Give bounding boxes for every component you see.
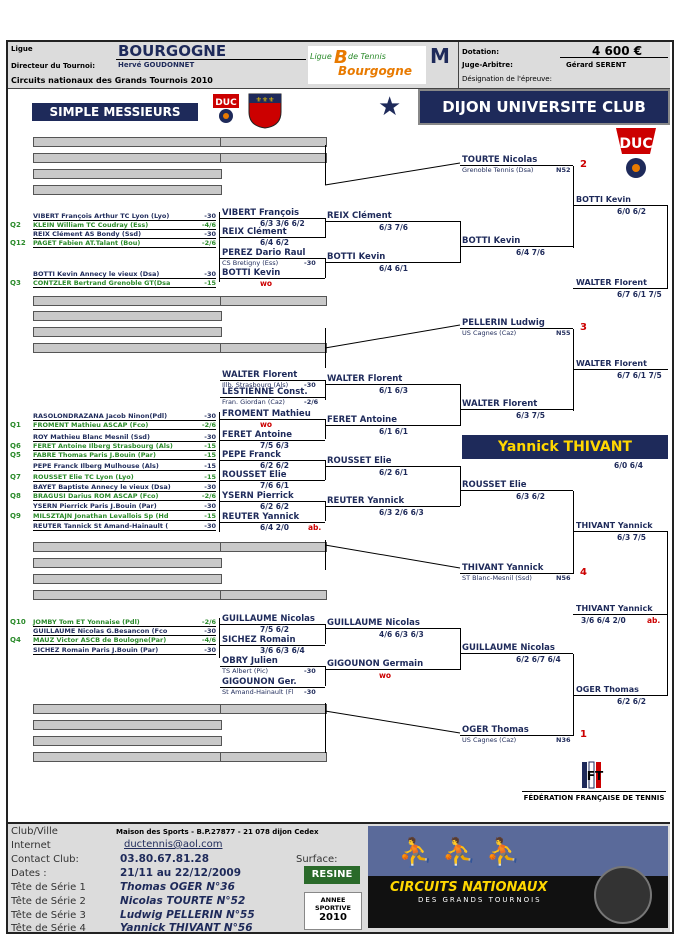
entry-row: [33, 627, 216, 636]
r2-player: VIBERT François: [222, 208, 300, 218]
logo-line2: DES GRANDS TOURNOIS: [418, 896, 542, 904]
r4-player: WALTER Florent: [462, 399, 538, 409]
semi-score: 3/6 6/4 2/0: [581, 616, 626, 625]
bracket-line: [325, 669, 460, 670]
svg-text:DUC: DUC: [215, 98, 237, 108]
r4-player: GUILLAUME Nicolas: [462, 643, 555, 653]
svg-text:DUC: DUC: [619, 136, 653, 152]
winner-banner: Yannick THIVANT: [462, 435, 668, 459]
r2-player: LESTIENNE Const.: [222, 387, 308, 397]
event-banner: SIMPLE MESSIEURS: [32, 103, 198, 121]
final-score: 6/0 6/4: [614, 461, 643, 470]
semi-note: ab.: [647, 616, 661, 625]
entry-row: [33, 492, 216, 501]
r3-player: REUTER Yannick: [327, 496, 405, 506]
entry-name: GUILLAUME Nicolas G.Besancon (Fco: [33, 627, 168, 635]
bracket-line: [325, 460, 326, 480]
bracket-line: [325, 258, 326, 278]
qualifier-tag: Q3: [10, 279, 21, 287]
seed-number: 2: [580, 159, 587, 170]
entry-name: PEPE Franck Ilberg Mulhouse (Als): [33, 462, 159, 470]
r2-club: TS Albert (Pic): [222, 667, 269, 675]
contact-value: 03.80.67.81.28: [120, 853, 210, 865]
bracket-line: [460, 409, 573, 410]
entry-row: [33, 221, 216, 230]
bracket-line: [325, 506, 460, 507]
entry-rank: -15: [204, 451, 216, 459]
r2-club: Fran. Giordan (Caz): [222, 398, 285, 406]
dotation-value: 4 600 €: [592, 44, 643, 58]
seed2-label: Tête de Série 2: [11, 896, 86, 907]
entry-rank: -15: [204, 442, 216, 450]
entry-row: [33, 512, 216, 521]
entry-row: [33, 483, 216, 492]
bracket-line: [667, 531, 668, 695]
r2-player: PEPE Franck: [222, 450, 281, 460]
bracket-line: [573, 288, 668, 289]
entry-rank: -15: [204, 512, 216, 520]
r2-player: FROMENT Mathieu: [222, 409, 311, 419]
footer-info: [8, 822, 670, 932]
entry-name: RASOLONDRAZANA Jacob Ninon(Pdl): [33, 412, 168, 420]
r5-player: WALTER Florent: [576, 278, 647, 287]
entry-rank: -30: [204, 502, 216, 510]
entry-row: [33, 462, 216, 471]
seed-number: 1: [580, 729, 587, 740]
bracket-line: [460, 653, 573, 654]
entry-rank: -30: [204, 230, 216, 238]
bracket-line: [460, 466, 461, 506]
r5-player: OGER Thomas: [576, 685, 639, 694]
bracket-line: [573, 695, 668, 696]
entry-rank: -2/6: [201, 421, 216, 429]
bracket-line: [325, 628, 460, 629]
bracket-line: [460, 384, 461, 426]
r4-rank: N52: [556, 166, 571, 174]
tennis-players-icon: ⛹ ⛹ ⛹: [398, 836, 521, 869]
semi-score: 6/7 6/1 7/5: [617, 371, 662, 380]
seed3-label: Tête de Série 3: [11, 910, 86, 921]
entry-rank: -30: [204, 522, 216, 530]
r3-score: 4/6 6/3 6/3: [379, 630, 424, 639]
entry-rank: -30: [204, 412, 216, 420]
r2-score: wo: [260, 279, 273, 288]
surface-label: Surface:: [296, 854, 338, 865]
bracket-line: [460, 490, 573, 491]
r2-player: OBRY Julien: [222, 656, 278, 666]
qualifier-tag: Q6: [10, 442, 21, 450]
seed4-value: Yannick THIVANT N°56: [120, 922, 253, 934]
entry-rank: -30: [204, 270, 216, 278]
entry-rank: -15: [204, 279, 216, 287]
svg-text:⚜⚜⚜: ⚜⚜⚜: [255, 96, 275, 104]
internet-link[interactable]: ductennis@aol.com: [124, 839, 223, 850]
bracket-line: [573, 614, 668, 615]
r2-score: 6/4 2/0: [260, 523, 289, 532]
r5-score: 6/7 6/1 7/5: [617, 290, 662, 299]
entry-row: [33, 412, 216, 421]
directeur-label: Directeur du Tournoi:: [11, 62, 96, 70]
bracket-line: [460, 221, 461, 263]
annee-box: [304, 892, 362, 930]
r3-player: GUILLAUME Nicolas: [327, 618, 420, 628]
bracket-line: [325, 221, 460, 222]
r3-score: wo: [379, 671, 392, 680]
entry-row: [33, 230, 216, 239]
r2-score: 6/4 6/2: [260, 238, 289, 247]
r2-rank: -30: [304, 381, 316, 389]
entry-row: [33, 618, 216, 627]
entry-row: [33, 433, 216, 442]
bracket-line: [325, 262, 460, 263]
club-banner: DIJON UNIVERSITE CLUB: [418, 89, 670, 125]
club-label: Club/Ville: [11, 826, 58, 837]
r2-score: 7/6 6/1: [260, 481, 289, 490]
juge-value: Gérard SERENT: [566, 61, 627, 69]
bracket-line: [219, 412, 220, 532]
qualifier-tag: Q1: [10, 421, 21, 429]
entry-name: CONTZLER Bertrand Grenoble GT(Dsa: [33, 279, 171, 287]
r3-score: 6/1 6/1: [379, 427, 408, 436]
contact-label: Contact Club:: [11, 854, 79, 865]
r2-player: REUTER Yannick: [222, 512, 300, 522]
r2-rank: -30: [304, 259, 316, 267]
r4-score: 6/3 6/2: [516, 492, 545, 501]
fft-logo: [580, 760, 610, 790]
r4-rank: N56: [556, 574, 571, 582]
star-icon: ★: [378, 92, 402, 122]
r5-score: 6/3 7/5: [617, 533, 646, 542]
entry-row: [33, 473, 216, 482]
entry-name: VIBERT François Arthur TC Lyon (Lyo): [33, 212, 170, 220]
fft-caption: FÉDÉRATION FRANÇAISE DE TENNIS: [522, 791, 666, 802]
bracket-line: [573, 491, 574, 574]
r4-player: OGER Thomas: [462, 725, 529, 735]
semi-player: THIVANT Yannick: [576, 604, 653, 613]
r3-player: GIGOUNON Germain: [327, 659, 424, 669]
entry-name: BAYET Baptiste Annecy le vieux (Dsa): [33, 483, 171, 491]
r3-score: 6/3 7/6: [379, 223, 408, 232]
qualifier-tag: Q5: [10, 451, 21, 459]
seed4-label: Tête de Série 4: [11, 923, 86, 934]
bracket-line: [573, 531, 668, 532]
r2-player: GUILLAUME Nicolas: [222, 614, 315, 624]
r4-player: PELLERIN Ludwig: [462, 318, 545, 328]
entry-name: FERET Antoine Ilberg Strasbourg (Als): [33, 442, 173, 450]
bracket-line: [219, 212, 220, 282]
seed-number: 3: [580, 322, 587, 333]
entry-name: FABRE Thomas Paris J.Bouin (Par): [33, 451, 156, 459]
bracket-line: [460, 628, 461, 670]
bracket-line: [325, 466, 460, 467]
entry-rank: -30: [204, 212, 216, 220]
r3-player: WALTER Florent: [327, 374, 403, 384]
r4-player: THIVANT Yannick: [462, 563, 544, 573]
juge-label: Juge-Arbitre:: [462, 61, 513, 69]
r4-player: TOURTE Nicolas: [462, 155, 538, 165]
r4-score: 6/4 7/6: [516, 248, 545, 257]
bracket-line: [573, 369, 668, 370]
r2-score: 3/6 6/3 6/4: [260, 646, 305, 655]
r2-rank: -30: [304, 667, 316, 675]
entry-row: [33, 636, 216, 645]
circuits-logo: [368, 826, 668, 928]
qualifier-tag: Q9: [10, 512, 21, 520]
dates-label: Dates :: [11, 868, 47, 879]
seed1-value: Thomas OGER N°36: [120, 881, 235, 893]
bracket-line: [573, 329, 574, 411]
entry-name: JOMBY Tom ET Yonnaise (Pdl): [33, 618, 140, 626]
qualifier-tag: Q7: [10, 473, 21, 481]
r2-player: PEREZ Dario Raul: [222, 248, 306, 258]
r5-player: THIVANT Yannick: [576, 521, 653, 530]
entry-rank: -15: [204, 462, 216, 470]
entry-name: MILSZTAJN Jonathan Levallois Sp (Hd: [33, 512, 169, 520]
ligue-value: BOURGOGNE: [118, 42, 227, 60]
r2-player: YSERN Pierrick: [222, 491, 294, 501]
r2-score: 7/5 6/3: [260, 441, 289, 450]
entry-rank: -2/6: [201, 618, 216, 626]
directeur-value: Hervé GOUDONNET: [118, 61, 195, 69]
bracket-line: [325, 380, 326, 400]
qualifier-tag: Q4: [10, 636, 21, 644]
racket-icon: [594, 866, 652, 924]
r3-score: 6/1 6/3: [379, 386, 408, 395]
r2-player: REIX Clément: [222, 227, 287, 237]
r4-rank: N55: [556, 329, 571, 337]
r3-player: ROUSSET Elie: [327, 456, 392, 466]
entry-row: [33, 646, 216, 655]
r4-rank: N36: [556, 736, 571, 744]
r3-score: 6/4 6/1: [379, 264, 408, 273]
ligue-logo: Ligue B de Tennis Bourgogne: [308, 46, 426, 84]
entry-row: [33, 442, 216, 451]
bracket-line: [220, 419, 325, 420]
entry-row: [33, 279, 216, 288]
r4-club: Grenoble Tennis (Dsa): [462, 166, 534, 174]
r2-score: 6/3 3/6 6/2: [260, 219, 305, 228]
bracket-line: [667, 205, 668, 288]
r2-player: FERET Antoine: [222, 430, 292, 440]
bracket-line: [325, 624, 326, 644]
bracket-line: [460, 246, 573, 247]
r5-score: 6/2 6/2: [617, 697, 646, 706]
r3-player: BOTTI Kevin: [327, 252, 386, 262]
qualifier-tag: Q2: [10, 221, 21, 229]
r5-player: BOTTI Kevin: [576, 195, 631, 204]
r3-score: 6/3 2/6 6/3: [379, 508, 424, 517]
r2-score: 7/5 6/2: [260, 625, 289, 634]
r3-player: REIX Clément: [327, 211, 392, 221]
annee-value: 2010: [319, 912, 347, 923]
bracket-line: [325, 703, 326, 753]
qualifier-tag: Q12: [10, 239, 26, 247]
r4-club: US Cagnes (Caz): [462, 736, 517, 744]
entry-rank: -30: [204, 646, 216, 654]
r3-player: FERET Antoine: [327, 415, 397, 425]
r2-score: 6/2 6/2: [260, 502, 289, 511]
dates-value: 21/11 au 22/12/2009: [120, 867, 242, 879]
r2-player: WALTER Florent: [222, 370, 298, 380]
r4-club: ST Blanc-Mesnil (Ssd): [462, 574, 532, 582]
entry-name: YSERN Pierrick Paris J.Bouin (Par): [33, 502, 157, 510]
entry-rank: -30: [204, 627, 216, 635]
category-letter: M: [430, 44, 450, 68]
r2-player: BOTTI Kevin: [222, 268, 281, 278]
bracket-line: [325, 328, 326, 368]
seed-number: 4: [580, 567, 587, 578]
entry-name: ROY Mathieu Blanc Mesnil (Ssd): [33, 433, 150, 441]
entry-name: REIX Clément AS Bondy (Ssd): [33, 230, 142, 238]
bracket-line: [325, 145, 326, 185]
entry-row: [33, 502, 216, 511]
bracket-line: [325, 501, 326, 521]
entry-rank: -30: [204, 433, 216, 441]
annee-label: ANNEE SPORTIVE: [314, 896, 351, 912]
r2-club: CS Bretigny (Ess): [222, 259, 279, 267]
r3-score: 6/2 6/1: [379, 468, 408, 477]
dotation-label: Dotation:: [462, 48, 500, 56]
semi-player: WALTER Florent: [576, 359, 647, 368]
r2-rank: -30: [304, 688, 316, 696]
surface-value: RESINE: [304, 866, 360, 884]
entry-row: [33, 270, 216, 279]
seed3-value: Ludwig PELLERIN N°55: [120, 909, 255, 921]
ligue-label: Ligue: [11, 45, 33, 53]
logo-line1: CIRCUITS NATIONAUX: [390, 880, 548, 895]
r2-score: 6/2 6/2: [260, 461, 289, 470]
r2-player: SICHEZ Romain: [222, 635, 296, 645]
bracket-line: [325, 540, 326, 570]
r2-player: ROUSSET Elie: [222, 470, 287, 480]
entry-name: MAUZ Victor ASCB de Boulogne(Par): [33, 636, 167, 644]
r4-player: BOTTI Kevin: [462, 236, 521, 246]
entry-rank: -2/6: [201, 239, 216, 247]
r5-score: 6/0 6/2: [617, 207, 646, 216]
entry-name: BOTTI Kevin Annecy le vieux (Dsa): [33, 270, 160, 278]
entry-rank: -15: [204, 473, 216, 481]
r4-club: US Cagnes (Caz): [462, 329, 517, 337]
svg-text:FT: FT: [586, 769, 604, 783]
bracket-line: [325, 384, 460, 385]
seed2-value: Nicolas TOURTE N°52: [120, 895, 246, 907]
entry-rank: -2/6: [201, 492, 216, 500]
r2-score: wo: [260, 420, 273, 429]
circuit-title: Circuits nationaux des Grands Tournois 2010: [11, 76, 213, 85]
entry-row: [33, 212, 216, 221]
r2-note: ab.: [308, 523, 322, 532]
entry-name: SICHEZ Romain Paris J.Bouin (Par): [33, 646, 159, 654]
r4-score: 6/3 7/5: [516, 411, 545, 420]
qualifier-tag: Q10: [10, 618, 26, 626]
entry-row: [33, 451, 216, 460]
entry-rank: -4/6: [201, 636, 216, 644]
entry-name: KLEIN William TC Coudray (Ess): [33, 221, 149, 229]
bracket-line: [573, 205, 668, 206]
bracket-line: [573, 166, 574, 248]
r2-club: Illb. Strasbourg (Als): [222, 381, 289, 389]
internet-label: Internet: [11, 840, 51, 851]
r4-player: ROUSSET Elie: [462, 480, 527, 490]
entry-row: [33, 421, 216, 430]
r2-club: St Amand-Hainault (Fl: [222, 688, 294, 696]
entry-row: [33, 522, 216, 531]
bracket-line: [325, 419, 326, 439]
designation-label: Désignation de l'épreuve:: [462, 75, 552, 83]
r2-player: GIGOUNON Ger.: [222, 677, 297, 687]
ligue-logo-name: Bourgogne: [338, 64, 412, 78]
r4-score: 6/2 6/7 6/4: [516, 655, 561, 664]
entry-name: PAGET Fabien AT.Talant (Bou): [33, 239, 141, 247]
bracket-line: [220, 278, 325, 279]
entry-name: ROUSSET Elie TC Lyon (Lyo): [33, 473, 134, 481]
ligue-logo-top: Ligue: [310, 52, 332, 61]
bracket-line: [325, 425, 460, 426]
entry-row: [33, 239, 216, 248]
entry-name: BRAGUSI Darius ROM ASCAP (Fco): [33, 492, 159, 500]
entry-rank: -4/6: [201, 221, 216, 229]
entry-rank: -30: [204, 483, 216, 491]
club-value: Maison des Sports - B.P.27877 - 21 078 dijon Cedex: [116, 828, 319, 836]
entry-name: FROMENT Mathieu ASCAP (Fco): [33, 421, 149, 429]
seed1-label: Tête de Série 1: [11, 882, 86, 893]
qualifier-tag: Q8: [10, 492, 21, 500]
entry-name: REUTER Tannick St Amand-Hainault (: [33, 522, 169, 530]
r2-rank: -2/6: [304, 398, 319, 406]
ligue-logo-sub: de Tennis: [348, 52, 386, 61]
